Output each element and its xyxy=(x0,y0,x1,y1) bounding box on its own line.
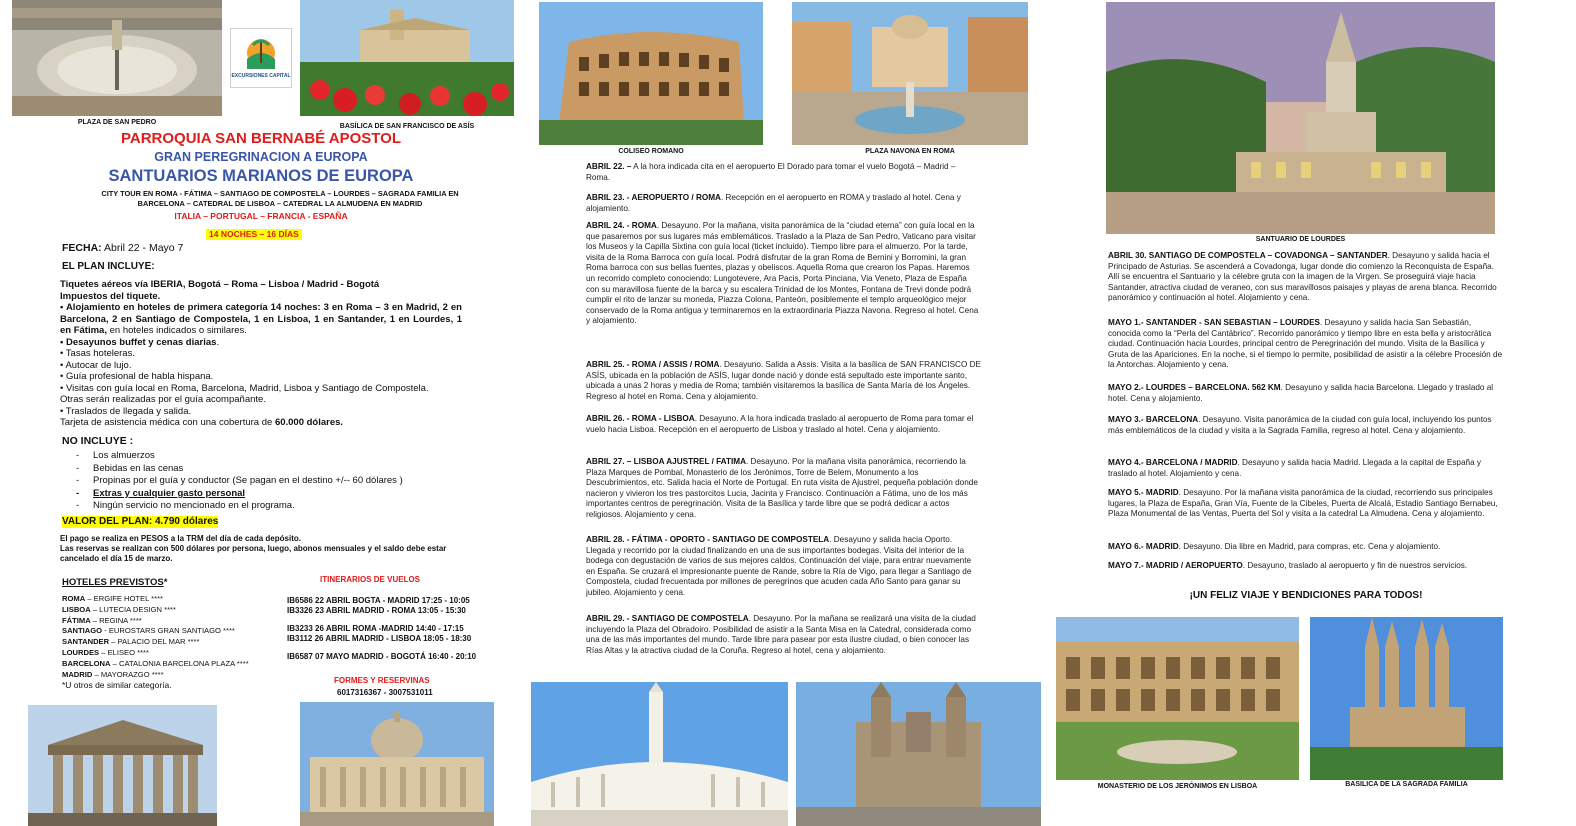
itinerary-day xyxy=(1108,458,1504,479)
day-text: . Desayuno y salida hacia Oporto. Llegada y recorrido por la ciudad finalizando en una de sus importantes bodegas. Visita del interior de la bodega con degustación de varios de sus mejores caldos. Continuación del viaje, para entrar nuevamente en España. Se cruzará el impresionante puente de Rande, sobre la Ría de Vigo, para llegar a Santiago de Compostela, ciudad frecuentada por millones de peregrinos que acuden cada Año Santo para ganar su jubileo. Alojamiento y cena. xyxy=(586,535,972,597)
plan-alojamiento xyxy=(60,302,462,337)
photo-basilica-asis xyxy=(300,0,514,116)
photo-santiago-catedral xyxy=(796,682,1041,826)
day-head: ABRIL 26. - ROMA - LISBOA xyxy=(586,414,695,423)
plan-tarjeta-text: Tarjeta de asistencia médica con una cobertura de xyxy=(60,417,275,428)
hoteles-title-star: * xyxy=(163,577,168,588)
day-head: MAYO 2.- LOURDES – BARCELONA. 562 KM xyxy=(1108,383,1281,392)
list-item: IB3326 23 ABRIL MADRID - ROMA 13:05 - 15:30 xyxy=(287,606,466,615)
hotel-name: – REGINA **** xyxy=(90,615,142,625)
formes-title: FORMES Y RESERVINAS xyxy=(334,676,430,685)
itinerary-day xyxy=(586,360,981,402)
day-text: . Desayuno, traslado al aeropuerto y fin de nuestros servicios. xyxy=(1242,561,1468,570)
plan-desayunos-bold: • Desayunos buffet y cenas diarias xyxy=(60,336,217,348)
plan-tarjeta-bold: 60.000 dólares. xyxy=(274,417,344,428)
list-item xyxy=(62,670,249,681)
caption-plaza-navona: PLAZA NAVONA EN ROMA xyxy=(865,148,955,155)
day-head: MAYO 7.- MADRID / AEROPUERTO xyxy=(1108,561,1243,570)
day-head: ABRIL 25. - ROMA / ASSIS / ROMA xyxy=(586,360,720,369)
day-text: . Recepción en el aeropuerto en ROMA y traslado al hotel. Cena y alojamiento. xyxy=(586,193,961,213)
day-head: ABRIL 28. - FÁTIMA - OPORTO - SANTIAGO DE COMPOSTELA xyxy=(586,535,830,544)
hotel-name: – CATALONIA BARCELONA PLAZA **** xyxy=(110,658,249,668)
hoteles-note: *U otros de similar categoría. xyxy=(62,680,172,691)
plan-desayunos-end: . xyxy=(216,336,220,348)
caption-jeronimos: MONASTERIO DE LOS JERÓNIMOS EN LISBOA xyxy=(1097,783,1258,790)
itinerary-day xyxy=(586,162,981,183)
photo-coliseo xyxy=(539,2,763,145)
photo-plaza-san-pedro xyxy=(12,0,222,116)
plan-otras: Otras serán realizadas por el guía acompañante. xyxy=(60,394,266,405)
day-text: . Desayuno. Por la mañana visita panorámica de la ciudad, recorriendo sus principales lugares, la Plaza de España, Gran Vía, Fuente de la Cibeles, Puerta de Alcalá, Estadio Santiago Bernabeu, Plaza Monumental de las Ventas, Puerta del Sol y visita a la catedral La Almudena. Cena y alojamiento. xyxy=(1108,488,1498,519)
day-head: ABRIL 27. – LISBOA AJUSTREL / FATIMA xyxy=(586,457,746,466)
fecha-label: FECHA: xyxy=(62,242,102,254)
plan-visitas: • Visitas con guía local en Roma, Barcelona, Madrid, Lisboa y Santiago de Compostela. xyxy=(60,382,429,394)
plan-tarjeta xyxy=(60,417,462,429)
title-parroquia: PARROQUIA SAN BERNABÉ APOSTOL xyxy=(120,130,402,147)
list-item: IB3112 26 ABRIL MADRID - LISBOA 18:05 - 18:30 xyxy=(287,634,472,643)
itinerary-day xyxy=(586,193,981,214)
list-item: IB6586 22 ABRIL BOGTA - MADRID 17:25 - 10:05 xyxy=(287,596,470,605)
itinerary-day xyxy=(1108,415,1504,436)
day-text: A la hora indicada cita en el aeropuerto El Dorado para tomar el vuelo Bogotá – Madrid – Roma. xyxy=(586,162,956,182)
plan-list xyxy=(60,279,462,429)
hotel-city: SANTIAGO xyxy=(62,626,103,636)
itinerary-day xyxy=(586,457,981,521)
formes-phones: 6017316367 - 3007531011 xyxy=(337,688,433,697)
valor-plan: VALOR DEL PLAN: 4.790 dólares xyxy=(62,516,219,527)
day-text: . Desayuno. Por la mañana, visita panorámica de la “ciudad eterna” con guía local en la que pasaremos por sus lugares más emblemáticos. Traslado a la Plaza de San Pedro, Vaticano para visitar los Museos y la Capilla Sixtina con guía local (ticket incluido). Tiempo libre para el almuerzo. Por la tarde, visita de la Roma Barroca con guía local. Podrá disfrutar de la gran Roma de Bernini y Borromini, la gran Roma barroca con sus bellas fuentes, plazas y obeliscos. Aquella Roma que crearon los Papas. Haremos un recorrido completo conociendo: Lungotevere, Ara Pacis, Porta Pinciana, Via Veneto, Plaza de España con su maravillosa fuente de la barca y su escalera Trinidad de los Montes, Fontana de Trevi donde podrá cumplir el rito de lanzar su moneda, Piazza Colona, Panteón, posiblemente el templo arqueológico mejor conservado de la Roma antigua y terminaremos en la extraordinaria Piazza Navona. Regreso al hotel. Cena y alojamiento. xyxy=(586,221,979,326)
plan-impuestos: Impuestos del tiquete. xyxy=(60,290,161,302)
plan-alojamiento-rest: en hoteles indicados o similares. xyxy=(107,325,247,336)
fecha-value: Abril 22 - Mayo 7 xyxy=(101,242,184,254)
hotel-city: BARCELONA xyxy=(62,658,111,668)
plan-guia: • Guía profesional de habla hispana. xyxy=(60,371,214,382)
itinerary-day xyxy=(586,221,981,327)
caption-santuario-lourdes: SANTUARIO DE LOURDES xyxy=(1255,236,1346,243)
list-item xyxy=(62,594,249,605)
day-head: ABRIL 23. - AEROPUERTO / ROMA xyxy=(586,193,721,202)
caption-sagrada-familia: BASILICA DE LA SAGRADA FAMILIA xyxy=(1345,781,1468,788)
hotel-name: – ELISEO **** xyxy=(99,647,149,657)
hotel-name: – ERGIFE HOTEL **** xyxy=(85,594,163,603)
no-incluye-title: NO INCLUYE : xyxy=(62,435,134,447)
photo-plaza-navona xyxy=(792,2,1028,145)
pago-line: El pago se realiza en PESOS a la TRM del día de cada depósito. xyxy=(60,534,301,543)
plan-traslados: • Traslados de llegada y salida. xyxy=(60,405,192,417)
photo-sagrada-familia xyxy=(1310,617,1503,780)
itinerary-day xyxy=(1108,383,1504,404)
day-head: MAYO 6.- MADRID xyxy=(1108,542,1179,551)
hotel-city: ROMA xyxy=(62,594,86,603)
hoteles-list xyxy=(62,594,249,691)
hotel-city: FÁTIMA xyxy=(62,615,91,625)
duration-badge: 14 NOCHES – 16 DÍAS xyxy=(206,229,302,240)
day-text: . Desayuno. Dia libre en Madrid, para compras, etc. Cena y alojamiento. xyxy=(1178,542,1441,551)
itinerary-day xyxy=(1108,542,1504,553)
plan-title: EL PLAN INCLUYE: xyxy=(62,261,155,272)
pago-line: Las reservas se realizan con 500 dólares por persona, luego, abonos mensuales y el saldo debe estar cancelado el día 15 de marzo. xyxy=(60,544,447,563)
plan-tasas: • Tasas hoteleras. xyxy=(60,348,135,359)
hotel-name: - EUROSTARS GRAN SANTIAGO **** xyxy=(102,626,235,636)
list-item xyxy=(62,605,249,616)
day-head: MAYO 3.- BARCELONA xyxy=(1108,415,1199,424)
day-text: . Desayuno y salida hacia San Sebastián, conocida como la “Perla del Cantábrico”. Recorrido panorámico y tiempo libre en esta bella y aristocrática ciudad. Continuación hacia Lourdes, principal centro de Peregrinación del mundo. Visita de la Basílica y Gruta de las Apariciones. En la noche, si el tiempo lo permite, posibilidad de asistir a la célebre Procesión de la Antorchas. Alojamiento y cena. xyxy=(1108,318,1503,370)
day-text: . Desayuno y salida hacia Barcelona. Llegado y traslado al hotel. Cena y alojamiento. xyxy=(1108,383,1494,403)
itinerary-day xyxy=(586,614,981,656)
plan-alojamiento-bold: • Alojamiento en hoteles de primera categoría 14 noches: 3 en Roma – 3 en Madrid, 2 en Barcelona, 2 en Santiago de Compostela, 1 en Lisboa, 1 en Santander, 1 en Lourdes, 1 en Fátima, xyxy=(60,302,462,336)
pago-info xyxy=(60,534,462,564)
hotel-city: SANTANDER xyxy=(62,637,110,647)
hotel-city: LISBOA xyxy=(62,604,91,614)
day-text: . Desayuno. Por la mañana visita panorámica, recorriendo la Plaza Marques de Pombal, Monasterio de los Jerónimos, Torre de Belem, Monumento a los Descubrimientos, etc. Salida hacia el Norte de Portugal. En ruta visita de Ajustrel, pequeña población donde nacieron y vivieron los tres pastorcitos Lucia, Jacinta y Francisco. Continuación a Fátima, uno de los más importantes centros de peregrinación. Visita de la Basílica y tarde libre que se podrá dedicar a actos religiosos. Alojamiento y cena. xyxy=(586,457,978,519)
vuelos-list xyxy=(287,596,476,662)
day-text: . Desayuno. Visita panorámica de la ciudad con guía local, incluyendo los puntos más emblemáticos de la ciudad y visita a la Sagrada Familia, regreso al hotel. Cena y alojamiento. xyxy=(1108,415,1492,435)
day-text: . Desayuno y salida hacia el Principado de Asturias. Se ascenderá a Covadonga, lugar donde dio comienzo la Reconquista de España. Allí se encuentra el Santuario y la célebre gruta con la imagen de la Virgen. Se proseguirá viaje hacia Santander, atractiva ciudad de veraneo, con sus maravillosos paisajes y playas de arena blanca. Recorrido panorámico y continuación al hotel. Alojamiento y cena. xyxy=(1108,251,1497,303)
plan-tiquetes: Tiquetes aéreos vía IBERIA, Bogotá – Roma – Lisboa / Madrid - Bogotá xyxy=(60,279,380,290)
countries: ITALIA – PORTUGAL – FRANCIA - ESPAÑA xyxy=(174,211,348,221)
hotel-name: – LUTECIA DESIGN **** xyxy=(90,604,176,614)
logo-text: EXCURSIONES CAPITAL xyxy=(231,73,291,79)
list-item: IB6587 07 MAYO MADRID - BOGOTÁ 16:40 - 20:10 xyxy=(287,652,477,661)
hotel-city: MADRID xyxy=(62,669,93,679)
list-item xyxy=(62,659,249,670)
cities-list: CITY TOUR EN ROMA - FÁTIMA – SANTIAGO DE COMPOSTELA – LOURDES – SAGRADA FAMILIA EN BARCELONA – CATEDRAL DE LISBOA – CATEDRAL LA ALMUDENA EN MADRID xyxy=(101,189,459,208)
photo-jeronimos xyxy=(1056,617,1299,780)
list-item xyxy=(62,648,249,659)
itinerary-day xyxy=(1108,488,1504,520)
no-incluye-list xyxy=(60,450,462,513)
hoteles-title-text: HOTELES PREVISTOS xyxy=(62,577,164,588)
caption-basilica-asis: BASÍLICA DE SAN FRANCISCO DE ASÍS xyxy=(339,123,475,130)
list-item xyxy=(62,637,249,648)
list-item: - Propinas por el guía y conductor (Se pagan en el destino +/-- 60 dólares ) xyxy=(60,475,462,488)
logo-excursiones-capital xyxy=(230,28,292,88)
caption-plaza-san-pedro: PLAZA DE SAN PEDRO xyxy=(77,119,157,126)
caption-coliseo: COLISEO ROMANO xyxy=(618,148,684,155)
plan-desayunos xyxy=(60,337,462,349)
title-santuarios: SANTUARIOS MARIANOS DE EUROPA xyxy=(108,167,414,185)
list-item: - Los almuerzos xyxy=(60,450,462,463)
hotel-city: LOURDES xyxy=(62,647,100,657)
list-item: IB3233 26 ABRIL ROMA -MADRID 14:40 - 17:15 xyxy=(287,624,464,633)
fecha xyxy=(62,242,183,255)
hoteles-title xyxy=(62,577,167,588)
day-head: ABRIL 24. - ROMA xyxy=(586,221,657,230)
itinerary-day xyxy=(1108,561,1504,572)
day-head: MAYO 4.- BARCELONA / MADRID xyxy=(1108,458,1238,467)
photo-panteon xyxy=(28,705,217,826)
list-item xyxy=(62,616,249,627)
list-item: - Bebidas en las cenas xyxy=(60,463,462,476)
day-text: . Desayuno. Salida a Assis. Visita a la basílica de SAN FRANCISCO DE ASÍS, ubicada en la población de ASÍS, lugar donde nació y donde está sepultado este importante santo, ubicada a unas 2 horas y media de Roma; también visitaremos la basílica de Santa María de los Ángeles. Regreso al hotel en Roma. Cena y alojamiento. xyxy=(586,360,981,401)
closing-message: ¡UN FELIZ VIAJE Y BENDICIONES PARA TODOS! xyxy=(1189,590,1423,601)
photo-fatima xyxy=(531,682,788,826)
itinerary-day xyxy=(586,414,981,435)
day-text: . Desayuno y salida hacia Madrid. Llegada a la capital de España y traslado al hotel. Alojamiento y cena. xyxy=(1108,458,1482,478)
day-head: MAYO 1.- SANTANDER - SAN SEBASTIAN – LOURDES xyxy=(1108,318,1320,327)
day-head: ABRIL 29. - SANTIAGO DE COMPOSTELA xyxy=(586,614,749,623)
itinerary-day xyxy=(586,535,981,599)
itinerary-day xyxy=(1108,318,1504,371)
list-item xyxy=(62,626,249,637)
day-head: ABRIL 30. SANTIAGO DE COMPOSTELA – COVADONGA – SANTANDER xyxy=(1108,251,1388,260)
itinerary-day xyxy=(1108,251,1504,304)
title-peregrinacion: GRAN PEREGRINACION A EUROPA xyxy=(154,150,368,164)
hotel-name: – MAYORAZGO **** xyxy=(92,669,164,679)
day-head: MAYO 5.- MADRID xyxy=(1108,488,1179,497)
photo-vaticano xyxy=(300,702,494,826)
day-text: . Desayuno. Por la mañana se realizará una visita de la ciudad incluyendo la Plaza del Obradoiro. Posibilidad de asistir a la Santa Misa en la Catedral, considerada como una de las más importantes del mundo. Tarde libre para pasear por esta ilustre ciudad, o bien conocer las Rías Altas y la atractiva ciudad de la Coruña. Regreso al hotel, cena y alojamiento. xyxy=(586,614,976,655)
plan-autocar: • Autocar de lujo. xyxy=(60,359,132,371)
list-item: - Extras y cualquier gasto personal xyxy=(60,488,462,501)
photo-santuario-lourdes xyxy=(1106,2,1495,234)
list-item: - Ningún servicio no mencionado en el programa. xyxy=(60,500,462,513)
day-head: ABRIL 22. – xyxy=(586,162,632,171)
day-text: . Desayuno. A la hora indicada traslado al aeropuerto de Roma para tomar el vuelo hacia Lisboa. Recepción en el aeropuerto de Lisboa y traslado al hotel. Cena y alojamiento. xyxy=(586,414,974,434)
vuelos-title: ITINERARIOS DE VUELOS xyxy=(320,575,421,584)
hotel-name: – PALACIO DEL MAR **** xyxy=(109,637,200,647)
